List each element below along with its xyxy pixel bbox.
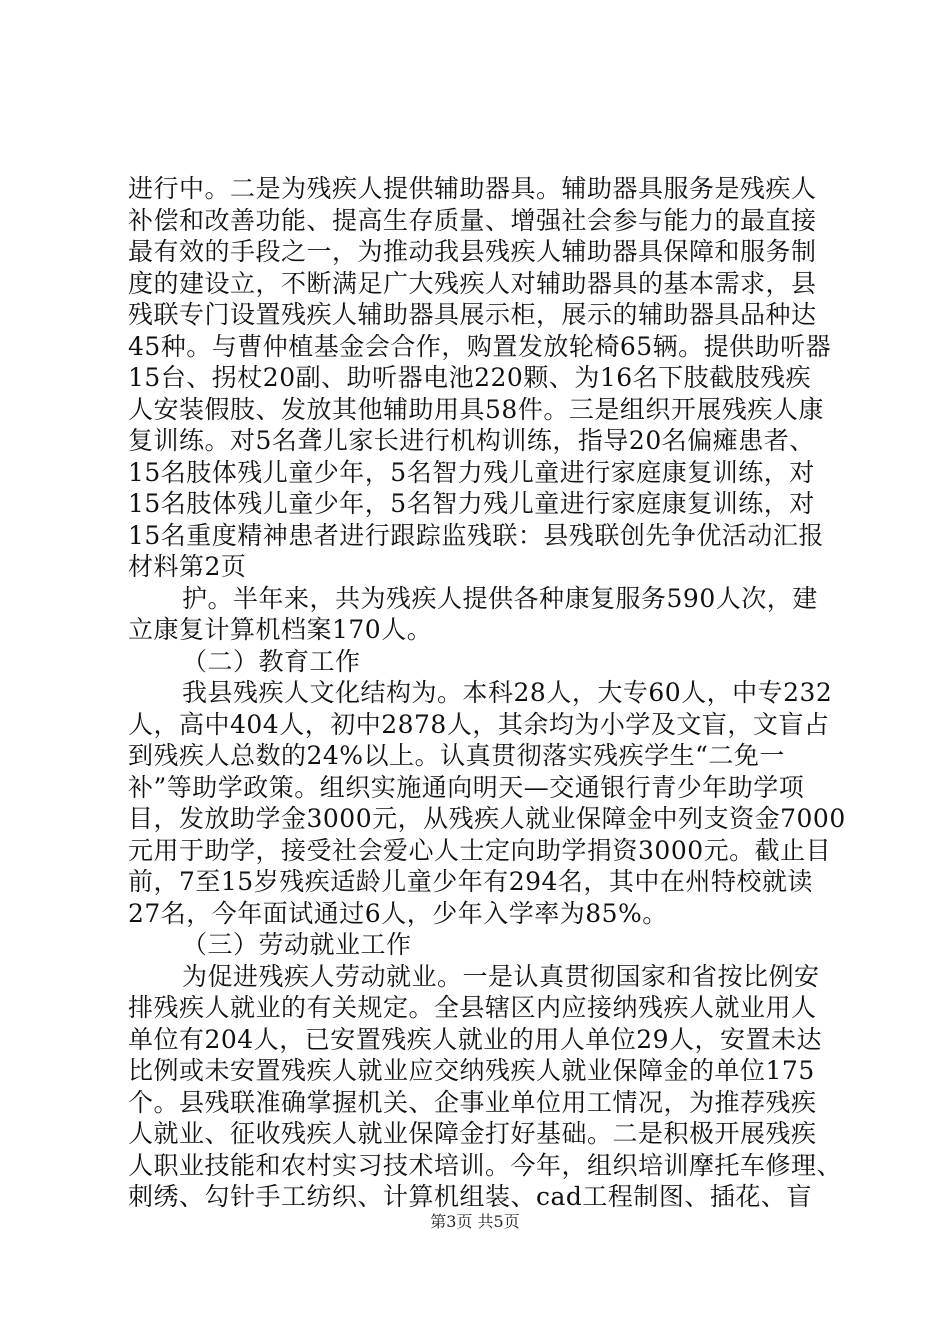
document-body: [128, 173, 846, 1213]
text-line: 27名，今年面试通过6人，少年入学率为85%。: [128, 898, 668, 928]
text-line: 为促进残疾人劳动就业。一是认真贯彻国家和省按比例安: [182, 961, 820, 991]
text-line: 人安装假肢、发放其他辅助用具58件。三是组织开展残疾人康: [128, 394, 824, 424]
text-line: （三）劳动就业工作: [182, 930, 412, 959]
text-line: 单位有204人，已安置残疾人就业的用人单位29人，安置未达: [128, 1024, 823, 1054]
text-line: 进行中。二是为残疾人提供辅助器具。辅助器具服务是残疾人: [128, 174, 817, 203]
text-line: 15名重度精神患者进行跟踪监残联：县残联创先争优活动汇报: [128, 520, 824, 550]
text-line: 我县残疾人文化结构为。本科28人，大专60人，中专232: [182, 678, 833, 707]
text-line: 残联专门设置残疾人辅助器具展示柜，展示的辅助器具品种达: [128, 300, 817, 329]
text-line: 最有效的手段之一，为推动我县残疾人辅助器具保障和服务制: [128, 237, 817, 266]
text-line: 补”等助学政策。组织实施通向明天—交通银行青少年助学项: [128, 772, 805, 802]
text-line: 刺绣、勾针手工纺织、计算机组装、cad工程制图、插花、盲: [128, 1182, 812, 1211]
text-line: 人就业、征收残疾人就业保障金打好基础。二是积极开展残疾: [128, 1119, 817, 1148]
text-line: 15名肢体残儿童少年，5名智力残儿童进行家庭康复训练，对: [128, 489, 815, 518]
text-line: 人职业技能和农村实习技术培训。今年，组织培训摩托车修理、: [128, 1150, 843, 1180]
page-footer: 第3页 共5页: [430, 1212, 520, 1231]
text-line: 立康复计算机档案170人。: [128, 615, 433, 644]
text-line: 个。县残联准确掌握机关、企事业单位用工情况，为推荐残疾: [128, 1087, 817, 1117]
text-line: 到残疾人总数的24%以上。认真贯彻落实残疾学生“二免一: [128, 741, 785, 770]
text-line: 15名肢体残儿童少年，5名智力残儿童进行家庭康复训练，对: [128, 457, 815, 487]
text-line: 元用于助学，接受社会爱心人士定向助学捐资3000元。截止目: [128, 835, 832, 865]
text-line: 度的建设立，不断满足广大残疾人对辅助器具的基本需求，县: [128, 268, 817, 298]
text-line: 目，发放助学金3000元，从残疾人就业保障金中列支资金7000: [128, 804, 846, 833]
text-line: （二）教育工作: [182, 646, 361, 676]
text-line: 排残疾人就业的有关规定。全县辖区内应接纳残疾人就业用人: [128, 993, 817, 1022]
text-line: 护。半年来，共为残疾人提供各种康复服务590人次，建: [182, 583, 818, 613]
text-line: 补偿和改善功能、提高生存质量、增强社会参与能力的最直接: [128, 205, 817, 235]
text-line: 15台、拐杖20副、助听器电池220颗、为16名下肢截肢残疾: [128, 363, 812, 392]
text-line: 45种。与曹仲植基金会合作，购置发放轮椅65辆。提供助听器: [128, 331, 832, 361]
text-line: 比例或未安置残疾人就业应交纳残疾人就业保障金的单位175: [128, 1056, 815, 1085]
text-line: 复训练。对5名聋儿家长进行机构训练，指导20名偏瘫患者、: [128, 426, 815, 455]
text-line: 人，高中404人，初中2878人，其余均为小学及文盲，文盲占: [128, 709, 830, 739]
text-line: 材料第2页: [128, 552, 247, 581]
text-line: 前，7至15岁残疾适龄儿童少年有294名，其中在州特校就读: [128, 867, 813, 896]
